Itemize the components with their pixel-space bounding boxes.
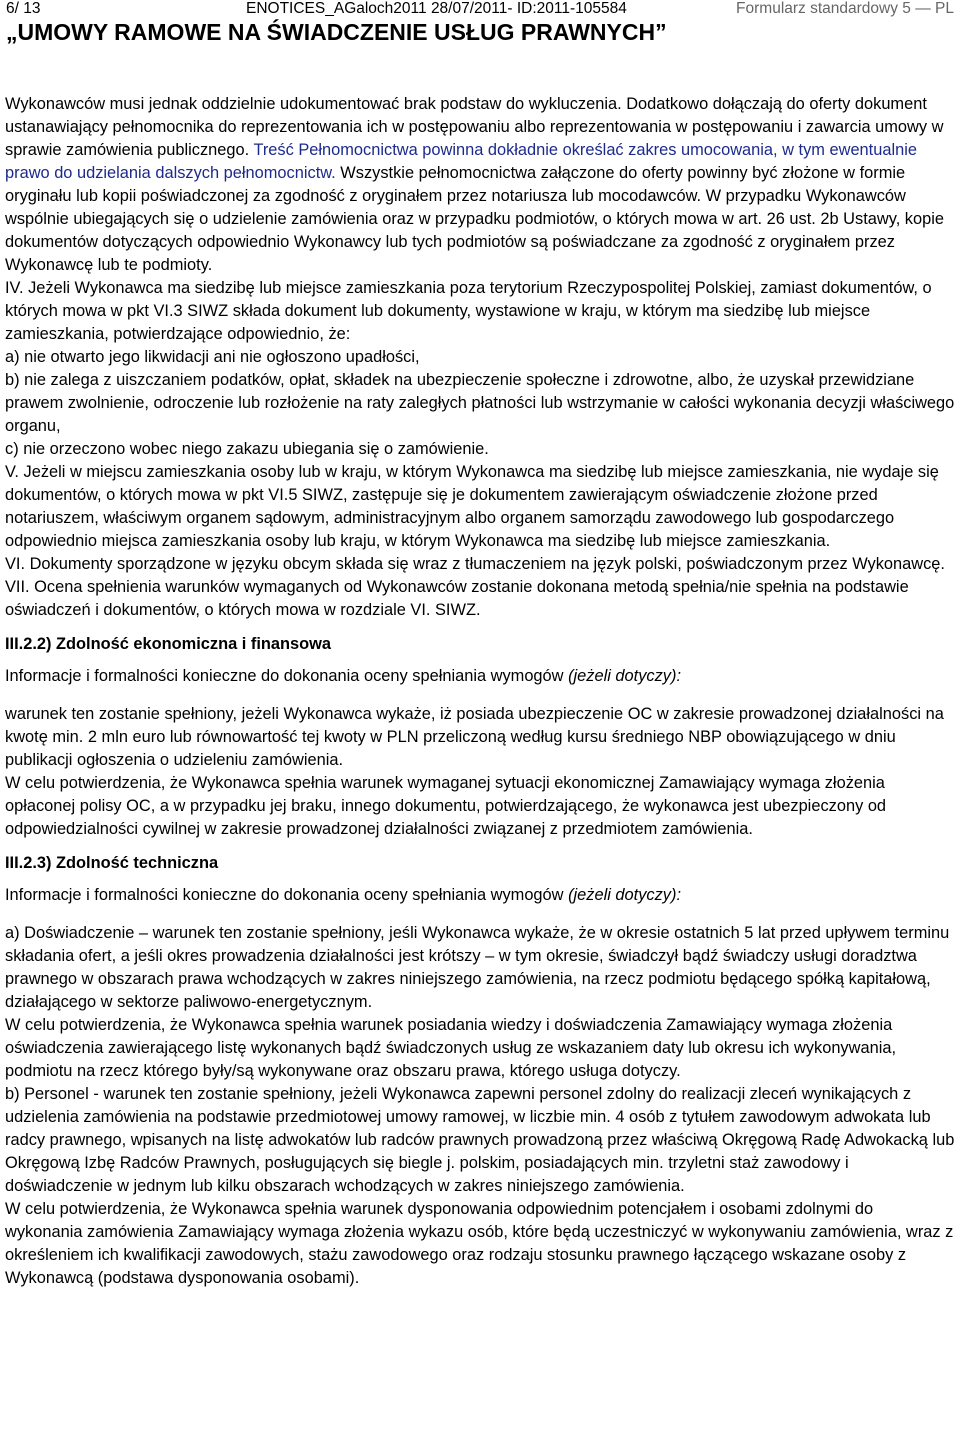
- paragraph-vi: VI. Dokumenty sporządzone w języku obcym składa się wraz z tłumaczeniem na język polski, poświadczonym przez Wykonawcę.: [5, 555, 945, 573]
- form-name: Formularz standardowy 5 — PL: [736, 0, 954, 17]
- info-line: Informacje i formalności konieczne do dokonania oceny spełniania wymogów (jeżeli dotyczy):: [5, 667, 682, 685]
- paragraph-v: V. Jeżeli w miejscu zamieszkania osoby lub w kraju, w którym Wykonawca ma siedzibę lub miejsce zamieszkania, nie wydaje się dokumentów, o których mowa w pkt VI.5 SIWZ, zastępuje się je dokumentem zawierającym oświadczenie złożone przed notariuszem, właściwym organem sądowym, administracyjnym albo organem samorządu zawodowego lub gospodarczego odpowiednio miejsca zamieszkania osoby lub kraju, w którym Wykonawca ma siedzibę lub miejsce zamieszkania.: [5, 463, 939, 550]
- paragraph-iv: IV. Jeżeli Wykonawca ma siedzibę lub miejsce zamieszkania poza terytorium Rzeczypospolitej Polskiej, zamiast dokumentów, o których mowa w pkt VI.3 SIWZ składa dokument lub dokumenty, wystawione w kraju, w którym ma siedzibę lub miejsce zamieszkania, potwierdzające odpowiednio, że:: [5, 279, 932, 343]
- sentence: Treść Pełnomocnictwa powinna dokładnie określać zakres umocowania, w tym ewentualnie prawo do udzielania dalszych pełnomocnictw.: [5, 141, 917, 182]
- document-body: [5, 93, 955, 1290]
- section-heading: III.2.3) Zdolność techniczna: [5, 854, 219, 872]
- paragraph-c: c) nie orzeczono wobec niego zakazu ubiegania się o zamówienie.: [5, 440, 489, 458]
- paragraph-vii: VII. Ocena spełnienia warunków wymaganych od Wykonawców zostanie dokonana metodą spełnia/nie spełnia na podstawie oświadczeń i dokumentów, o których mowa w rozdziale VI. SIWZ.: [5, 578, 909, 619]
- sentence: W przypadku Wykonawców wspólnie ubiegających się o udzielenie zamówienia oraz w przypadku podmiotów, o których mowa w art. 26 ust. 2b Ustawy, kopie dokumentów dotyczących odpowiednio Wykonawcy lub tych podmiotów są poświadczane za zgodność z oryginałem przez Wykonawcę lub te podmioty.: [5, 187, 944, 274]
- page-number: 6/ 13: [6, 0, 41, 17]
- paragraph: [5, 93, 955, 277]
- paragraph: W celu potwierdzenia, że Wykonawca spełnia warunek dysponowania odpowiednim potencjałem i osobami zdolnymi do wykonania zamówienia Zamawiający wymaga złożenia wykazu osób, które będą uczestniczyć w wykonywaniu zamówienia, wraz z określeniem ich kwalifikacji zawodowych, stażu zawodowego oraz rodzaju stosunku prawnego łączącego wskazane osoby z Wykonawcą (podstawa dysponowania osobami).: [5, 1200, 954, 1287]
- sentence: Wykonawców musi jednak oddzielnie udokumentować brak podstaw do wykluczenia. Dodatkowo dołączają do oferty dokument ustanawiający pełnomocnika do reprezentowania ich w postępowaniu albo reprezentowania w postępowaniu i zawarcia umowy w sprawie zamówienia publicznego.: [5, 95, 944, 159]
- paragraph-b: b) nie zalega z uiszczaniem podatków, opłat, składek na ubezpieczenie społeczne i zdrowotne, albo, że uzyskał przewidziane prawem zwolnienie, odroczenie lub rozłożenie na raty zaległych płatności lub wstrzymanie w całości wykonania decyzji właściwego organu,: [5, 371, 955, 435]
- page-header: [6, 0, 954, 18]
- notice-id: ENOTICES_AGaloch2011 28/07/2011- ID:2011-105584: [246, 0, 627, 17]
- paragraph: W celu potwierdzenia, że Wykonawca spełnia warunek posiadania wiedzy i doświadczenia Zamawiający wymaga złożenia oświadczenia zawierającego listę wykonanych bądź świadczonych usług ze wskazaniem daty lub okresu ich wykonywania, podmiotu na rzecz którego były/są wykonywane oraz obszaru prawa, którego usługa dotyczy.: [5, 1016, 897, 1080]
- section-heading: III.2.2) Zdolność ekonomiczna i finansowa: [5, 635, 332, 653]
- sentence: Wszystkie pełnomocnictwa załączone do oferty powinny być złożone w formie oryginału lub kopii poświadczonej za zgodność z oryginałem przez notariusza lub mocodawców.: [5, 164, 906, 205]
- paragraph: W celu potwierdzenia, że Wykonawca spełnia warunek wymaganej sytuacji ekonomicznej Zamawiający wymaga złożenia opłaconej polisy OC, a w przypadku jej braku, innego dokumentu, potwierdzającego, że wykonawca jest ubezpieczony od odpowiedzialności cywilnej w zakresie prowadzonej działalności związanej z przedmiotem zamówienia.: [5, 774, 887, 838]
- document-title: „UMOWY RAMOWE NA ŚWIADCZENIE USŁUG PRAWNYCH”: [6, 19, 667, 45]
- paragraph: a) Doświadczenie – warunek ten zostanie spełniony, jeśli Wykonawca wykaże, że w okresie ostatnich 5 lat przed upływem terminu składania ofert, a jeśli okres prowadzenia działalności jest krótszy – w tym okresie, świadczył bądź świadczy usługi doradztwa prawnego w obszarach prawa wchodzących w zakres niniejszego zamówienia, na rzecz podmiotu będącego spółką kapitałową, działającego w sektorze paliwowo-energetycznym.: [5, 924, 950, 1011]
- info-line: Informacje i formalności konieczne do dokonania oceny spełniania wymogów (jeżeli dotyczy):: [5, 886, 682, 904]
- paragraph: b) Personel - warunek ten zostanie spełniony, jeżeli Wykonawca zapewni personel zdolny do realizacji zleceń wynikających z udzielenia zamówienia na podstawie przedmiotowej umowy ramowej, w liczbie min. 4 osób z tytułem zawodowym adwokata lub radcy prawnego, wpisanych na listę adwokatów lub radców prawnych prowadzoną przez właściwą Okręgową Radę Adwokacką lub Okręgową Izbę Radców Prawnych, posługujących się biegle j. polskim, posiadających min. trzyletni staż zawodowy i doświadczenie w jednym lub kilku obszarach wchodzących w zakres niniejszego zamówienia.: [5, 1085, 955, 1195]
- paragraph: warunek ten zostanie spełniony, jeżeli Wykonawca wykaże, iż posiada ubezpieczenie OC w zakresie prowadzonej działalności na kwotę min. 2 mln euro lub równowartość tej kwoty w PLN przeliczoną według kursu średniego NBP obowiązującego w dniu publikacji ogłoszenia o udzieleniu zamówienia.: [5, 705, 944, 769]
- paragraph-a: a) nie otwarto jego likwidacji ani nie ogłoszono upadłości,: [5, 348, 420, 366]
